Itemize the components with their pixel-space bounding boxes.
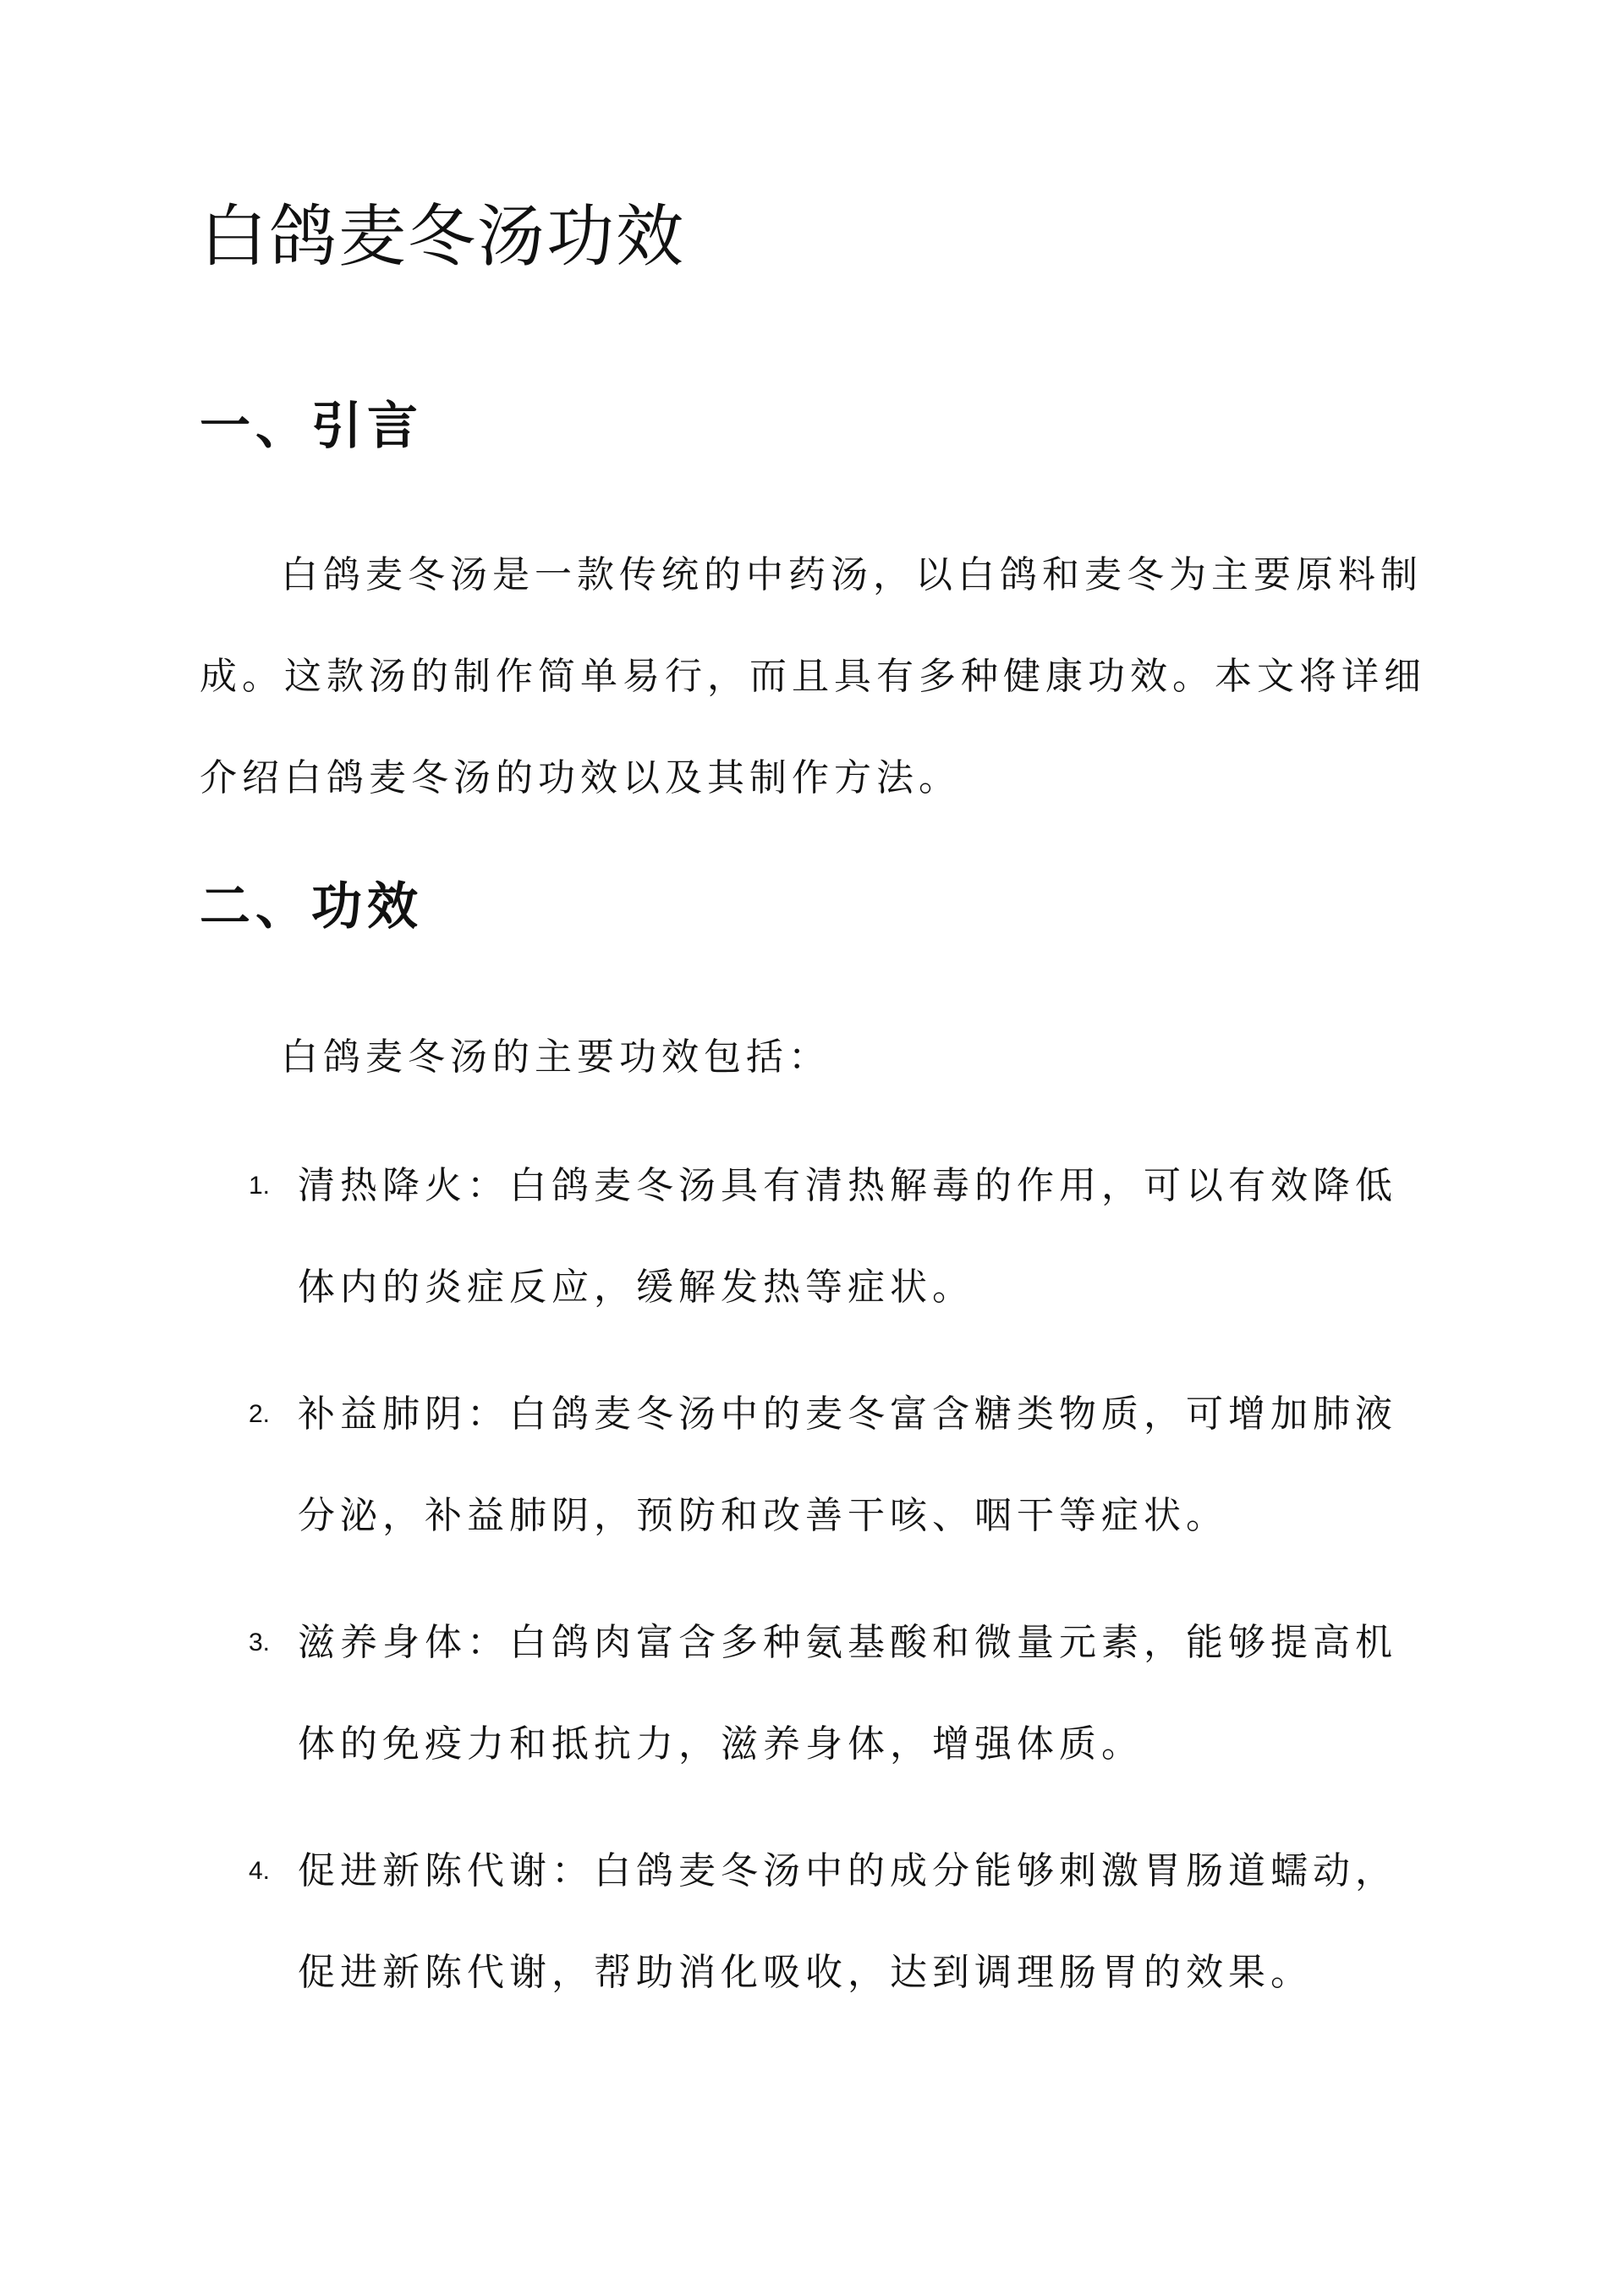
list-item [200,1821,1435,2024]
list-item-number: 1. [249,1172,271,1200]
list-item-text: 促进新陈代谢：白鸽麦冬汤中的成分能够刺激胃肠道蠕动，促进新陈代谢，帮助消化吸收，达到调理肠胃的效果。 [298,1849,1397,1994]
list-item-number: 3. [249,1629,271,1656]
document-title: 白鸽麦冬汤功效 [200,197,685,276]
effects-lead-paragraph: 白鸽麦冬汤的主要功效包括： [281,1035,831,1079]
section-heading-introduction: 一、引言 [200,397,423,456]
section-heading-effects: 二、功效 [200,877,423,937]
list-item [200,1135,1435,1338]
list-item-text: 补益肺阴：白鸽麦冬汤中的麦冬富含糖类物质，可增加肺液分泌，补益肺阴，预防和改善干咳、咽干等症状。 [298,1392,1397,1537]
list-item-text: 滋养身体：白鸽肉富含多种氨基酸和微量元素，能够提高机体的免疫力和抵抗力，滋养身体，增强体质。 [298,1621,1397,1766]
list-item-number: 2. [249,1400,271,1428]
introduction-paragraph: 白鸽麦冬汤是一款传统的中药汤，以白鸽和麦冬为主要原料制成。这款汤的制作简单易行，而且具有多种健康功效。本文将详细介绍白鸽麦冬汤的功效以及其制作方法。 [200,553,1426,799]
list-item-number: 4. [249,1857,271,1885]
list-item [200,1364,1435,1567]
list-item [200,1592,1435,1795]
effects-list [200,1135,1435,2049]
list-item-text: 清热降火：白鸽麦冬汤具有清热解毒的作用，可以有效降低体内的炎症反应，缓解发热等症状。 [298,1164,1397,1309]
